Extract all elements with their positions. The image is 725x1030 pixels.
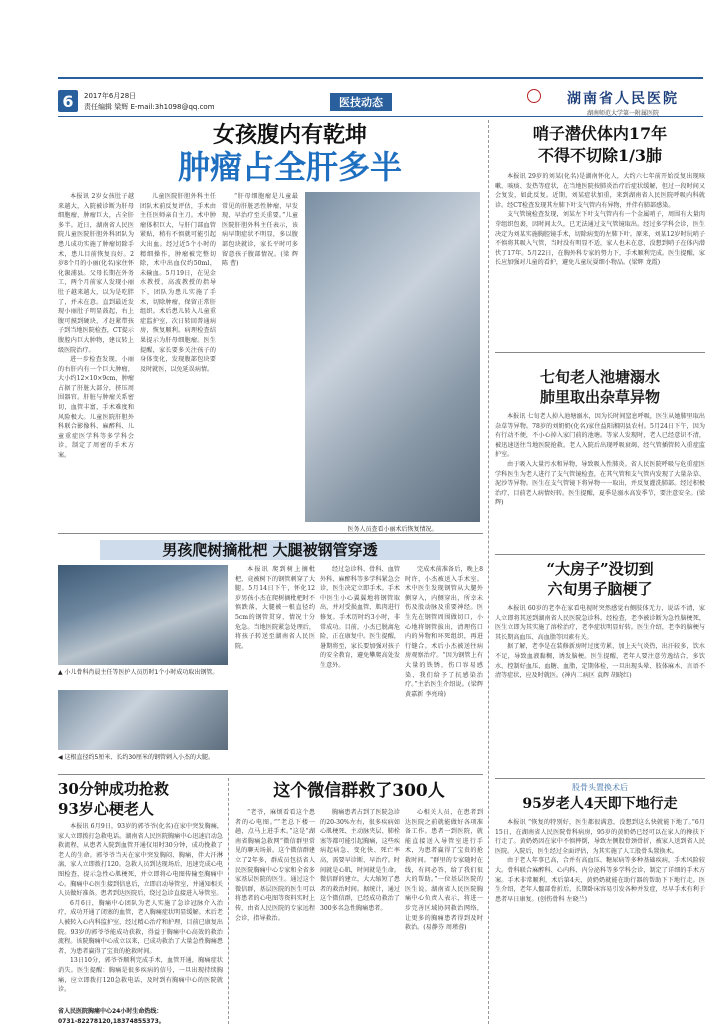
article2-column1 bbox=[235, 565, 315, 770]
masthead-subtitle: 湖南师范大学第一附属医院 bbox=[586, 110, 659, 117]
article8-para2: 由于老人年事已高，合并有高血压、糖尿病等多种基础疾病，手术风险较大。骨科联合麻醉科、心内科、内分泌科等多学科会诊，制定了详细的手术方案。手术非常顺利，术后第4天，黄奶奶就能在助行器的帮助下下地行走。医生介绍，老年人髋部骨折后，长期卧床容易引发各种并发症，尽早手术有利于患者早日康复。(创伤骨科 左晓兰) bbox=[495, 857, 705, 903]
article5-body bbox=[495, 172, 705, 348]
article8-para1: 本报讯 “恢复的特别好，医生都很满意，没想到这么快就能下地了。”6月15日，在湖南省人民医院骨科病房，95岁的黄奶奶已经可以在家人的搀扶下行走了。黄奶奶因在家中不慎摔倒，导致左侧股骨颈骨折，被家人送到省人民医院。入院后，医生经过全面评估，为其实施了人工股骨头置换术。 bbox=[495, 819, 705, 855]
divider bbox=[58, 533, 483, 534]
article3-para3: 13日10分，郭爷爷顺利完成手术，血管开通，胸痛症状消失。医生提醒：胸痛是很多疾病的信号，一旦出现持续胸痛，应立即拨打120急救电话，及时到有胸痛中心的医院就诊。 bbox=[58, 957, 223, 994]
article8-body bbox=[495, 818, 705, 1024]
section-title: 医技动态 bbox=[330, 93, 392, 111]
article1-headline2: 肿瘤占全肝多半 bbox=[177, 148, 402, 186]
issue-date: 2017年6月28日 bbox=[84, 92, 137, 100]
article5-headline2: 不得不切除1/3肺 bbox=[537, 146, 663, 165]
editor-line: 责任编辑 梁辉 E-mail:3h1098@qq.com bbox=[84, 103, 215, 111]
article6-body bbox=[495, 412, 705, 550]
article5-para1: 本报讯 29岁的刘某(化名)是湖南怀化人，大约六七年前开始反复出现咳嗽、咳痰、发热等症状，在当地医院按肺炎治疗后症状缓解，但过一段时间又会复发，如此反复。近期，刘某症状加重，来到湖南省人民医院呼吸内科就诊。经CT检查发现其左肺下叶支气管内有异物，并伴有肺部感染。 bbox=[495, 173, 705, 209]
article1-column3 bbox=[222, 192, 298, 522]
article2-photo-surgery bbox=[58, 565, 228, 665]
article5-headline1: 哨子潜伏体内17年 bbox=[532, 124, 668, 143]
article2-para1: 本报讯 爬到树上摘枇杷，竟被树下的钢管刺穿了大腿。5月14日下午，怀化12岁男孩小杰在爬树摘枇杷时不慎跌落，大腿被一根直径约5cm的钢管贯穿，情况十分危急。当地医院紧急处理后，将孩子转送至湖南省人民医院。 bbox=[235, 566, 315, 650]
article6-para2: 由于吸入大量污水和异物，导致吸入性肺炎。省人民医院呼吸与危重症医学科医生为老人进行了支气管镜检查，在其气管和支气管内发现了大量杂草、泥沙等异物。医生在支气管镜下将异物一一取出，并反复灌洗肺部。经过积极治疗，目前老人病情好转。医生提醒，夏季是溺水高发季节，要注意安全。(梁辉) bbox=[495, 460, 705, 507]
article1-para4: “肝母细胞瘤是儿童最常见的肝脏恶性肿瘤，早发现、早治疗至关重要。”儿童医院肝胆外科主任表示，该病早期症状不明显，多以腹部包块就诊，家长平时可多留意孩子腹部情况。(梁 辉 陈 曹) bbox=[222, 193, 298, 268]
article2-photo-pipe bbox=[58, 690, 228, 750]
article4-para2: 胸痛患者占到了医院急诊的20-30%左右，很多疾病如心肌梗死、主动脉夹层、肺栓塞等都可能引起胸痛，这些疾病起病急、变化快、死亡率高，需要早诊断、早治疗。时间就是心肌，时间就是生命。微信群的建立，大大缩短了患者的救治时间。据统计，通过这个微信群，已经成功救治了300多名急性胸痛患者。 bbox=[320, 809, 400, 912]
article3-hotline-label: 省人民医院胸痛中心24小时生命热线： bbox=[58, 1008, 163, 1015]
article7-headline2: 六旬男子脑梗了 bbox=[547, 580, 653, 598]
header-bottom-rule bbox=[58, 116, 703, 117]
article2-para2: 经过急诊科、骨科、血管外科、麻醉科等多学科紧急会诊，医生决定立即手术。手术中医生小心翼翼地将钢管取出，并对受损血管、肌肉进行修复。手术历时约3小时，非常成功。目前，小杰已脱离危险，正在康复中。医生提醒，暑期将至，家长要加强对孩子的安全教育，避免攀爬高处发生意外。 bbox=[320, 566, 400, 669]
column-divider bbox=[488, 120, 489, 1024]
article2-caption2: ◀ 这根直径约5厘米、长约30厘米的钢管刺入小杰的大腿。 bbox=[58, 754, 214, 761]
article1-column1 bbox=[58, 192, 134, 522]
article6-para1: 本报讯 七旬老人掉入池塘溺水，因为长时间窒息呼吸，医生从她肺里取出杂草等异物。78岁的刘奶奶(化名)家住益阳湘阴县农村。5月24日下午，因为有行动不便，不小心掉入家门前的池塘。等家人发现时，老人已经意识不清，被迅速送往当地医院抢救。老人入院后出现呼吸衰竭，经气管插管转入重症监护室。 bbox=[495, 413, 705, 459]
masthead-title: 湖南省人民医院 bbox=[567, 91, 679, 107]
article4-headline: 这个微信群救了300人 bbox=[273, 781, 445, 801]
article1-para1: 本报讯 2岁女孩肚子越来越大，入院被诊断为肝母细胞瘤，肿瘤巨大，占全肝多半。近日，湖南省人民医院儿童医院肝胆外科团队为患儿成功实施了肿瘤切除手术，患儿目前恢复良好。2岁8个月的小丽(化名)家住怀化溆浦县。父母长期在外务工，两个月前家人发现小丽肚子越来越大，以为是吃胖了，并未在意。直到最近发现小丽肚子明显鼓起，右上腹可摸到硬块，才赶紧带孩子到当地医院检查，CT提示腹腔内巨大肿物，建议转上级医院治疗。 bbox=[58, 193, 134, 354]
article8-kicker: 股骨头置换术后 bbox=[572, 783, 628, 792]
article7-para2: 据了解，老李是在装修新房时过度劳累，加上天气炎热，出汗较多，饮水不足，导致血液黏稠，诱发脑梗。医生提醒，老年人要注意劳逸结合，多饮水，控制好血压、血糖、血脂，定期体检，一旦出现头晕、肢体麻木、言语不清等症状，应及时就医。(神内二病区 袁辉 胡晓红) bbox=[495, 643, 705, 680]
article4-para3: 心相关人员，在患者到达医院之前就能做好各项准备工作。患者一到医院，就能直接送入导管室进行手术，为患者赢得了宝贵的抢救时间。“群里的专家随时在线，有问必答，给了我们很大的帮助。”一位基层医院的医生说。湖南省人民医院胸痛中心负责人表示，将进一步完善区域协同救治网络，让更多的胸痛患者得到及时救治。(易静芬 周瑾蓉) bbox=[405, 809, 483, 932]
article3-para1: 本报讯 6月9日，93岁的郭爷爷(化名)在家中突发胸痛，家人立即拨打急救电话。湖南省人民医院胸痛中心迅速启动急救流程，从患者入院到血管开通仅用时30分钟，成功挽救了老人的生命。郭爷爷当天在家中突发胸闷、胸痛，伴大汗淋漓，家人立即拨打120。急救人员到达现场后，迅速完成心电图检查，提示急性心肌梗死，并立即将心电图传输至胸痛中心。胸痛中心医生接到信息后，立即启动导管室，并通知相关人员做好准备。患者到达医院后，绕过急诊直接进入导管室。 bbox=[58, 823, 223, 898]
article4-column2 bbox=[320, 808, 400, 1024]
article3-body bbox=[58, 822, 223, 1007]
article4-column3 bbox=[405, 808, 483, 1024]
column-divider bbox=[228, 778, 229, 1024]
article1-photo bbox=[305, 192, 480, 522]
article7-para1: 本报讯 60岁的老李在家看电视时突然感觉右侧肢体无力，说话不清，家人立即将其送到湖南省人民医院急诊科。经检查，老李被诊断为急性脑梗死，医生立即为其实施了溶栓治疗，老李症状明显好转。医生介绍，老李的脑梗与其长期高血压、高血脂等因素有关。 bbox=[495, 605, 705, 641]
divider bbox=[495, 352, 705, 353]
article1-para2: 进一步检查发现，小丽的右肝内有一个巨大肿瘤，大小约12×10×9cm，肿瘤占据了肝脏大部分，挤压周围器官。肝脏与肿瘤关系密切，血管丰富，手术难度和风险极大。儿童医院肝胆外科联合影像科、麻醉科、儿童重症医学科等多学科会诊，制定了周密的手术方案。 bbox=[58, 356, 134, 460]
article6-headline2: 肺里取出杂草异物 bbox=[539, 388, 660, 406]
article3-headline1: 30分钟成功抢救 bbox=[58, 780, 169, 798]
article2-headline: 男孩爬树摘枇杷 大腿被钢管穿透 bbox=[100, 540, 440, 560]
article3-para2: 6月6日，胸痛中心团队为老人实施了急诊冠脉介入治疗，成功开通了闭塞的血管，老人胸痛症状明显缓解。术后老人被转入心内科监护室，经过精心治疗和护理，目前已康复出院。93岁的郭爷爷能成功获救，得益于胸痛中心高效的救治流程。该院胸痛中心成立以来，已成功救治了大量急性胸痛患者，为患者赢得了宝贵的抢救时间。 bbox=[58, 899, 223, 955]
article1-column2 bbox=[140, 192, 216, 522]
article4-para1: “老爷，麻烦看看这个患者的心电图。”“老总下楼一趟，点马上进手术。”这是“湖南省胸痛急救网”微信群里常见的聊天场景。这个微信群建立了2年多，群成员包括省人民医院胸痛中心专家和全省多家基层医院的医生。通过这个微信群，基层医院的医生可以将患者的心电图等资料实时上传，由省人民医院的专家远程会诊，指导救治。 bbox=[235, 809, 315, 922]
article2-column2 bbox=[320, 565, 400, 770]
article1-photo-caption: 医务人员查看小丽术后恢复情况。 bbox=[347, 526, 438, 533]
divider bbox=[495, 554, 705, 555]
article3-headline2: 93岁心梗老人 bbox=[58, 800, 154, 818]
article6-headline1: 七旬老人池塘溺水 bbox=[539, 368, 660, 386]
article2-para3: 完成术前准备后，晚上8时许，小杰被送入手术室。术中医生发现钢管从大腿外侧穿入，内侧穿出，所幸未伤及股动脉及重要神经。医生先在钢管周围做切口，小心地将钢管拔出，清理伤口内的异物和坏死组织，再进行缝合。术后小杰被送往病房观察治疗。“因为钢管上有大量的铁锈，伤口容易感染，我们给予了抗感染治疗。”主治医生介绍说。(梁辉 黄嘉新 李亮琦) bbox=[405, 566, 483, 698]
article8-headline: 95岁老人4天即下地行走 bbox=[522, 796, 678, 812]
page-number: 6 bbox=[58, 90, 78, 112]
article1-para3: 儿童医院肝胆外科主任团队术前反复评估，手术由主任医师亲自主刀。术中肿瘤体积巨大，与肝门部血管紧贴，稍有不慎就可能引起大出血。经过近5个小时的精细操作，肿瘤被完整切除，术中出血仅约50ml，未输血。5月19日，在见金水教授、高波教授的指导下，团队为患儿实施了手术，切除肿瘤，保留正常肝组织。术后患儿转入儿童重症监护室，次日转回普通病房，恢复顺利。病理检查结果提示为肝母细胞瘤。医生提醒，家长要多关注孩子的身体变化，发现腹部包块要及时就医，以免延误病情。 bbox=[140, 193, 216, 373]
article2-column3 bbox=[405, 565, 483, 770]
header-top-rule bbox=[58, 77, 703, 79]
article7-headline1: “大房子”没切到 bbox=[546, 560, 654, 578]
article2-caption1: ▲ 小儿骨科肖晨主任等医护人员历时1个小时成功取出钢管。 bbox=[58, 669, 219, 676]
article3-hotline: 0731-82278120,18374855373。 bbox=[58, 1018, 165, 1025]
divider bbox=[58, 774, 483, 775]
divider bbox=[495, 778, 705, 779]
article4-column1 bbox=[235, 808, 315, 1024]
masthead bbox=[538, 88, 708, 117]
article7-body bbox=[495, 604, 705, 776]
article1-headline1: 女孩腹内有乾坤 bbox=[212, 122, 367, 148]
article5-para2: 支气管镜检查发现，刘某左下叶支气管内有一个金属哨子，周围有大量肉芽组织包裹，因时间太久，已无法通过支气管镜取出。经过多学科会诊，医生决定为刘某实施胸腔镜手术，切除病变的左肺下叶。原来，刘某12岁时玩哨子不慎将其吸入气管，当时没有明显不适，家人也未在意，没想到哨子在体内潜伏了17年。5月22日，在胸外科专家的努力下，手术顺利完成。医生提醒，家长应加强对儿童的看护，避免儿童玩耍细小物品。(梁辉 龙霞) bbox=[495, 211, 705, 267]
